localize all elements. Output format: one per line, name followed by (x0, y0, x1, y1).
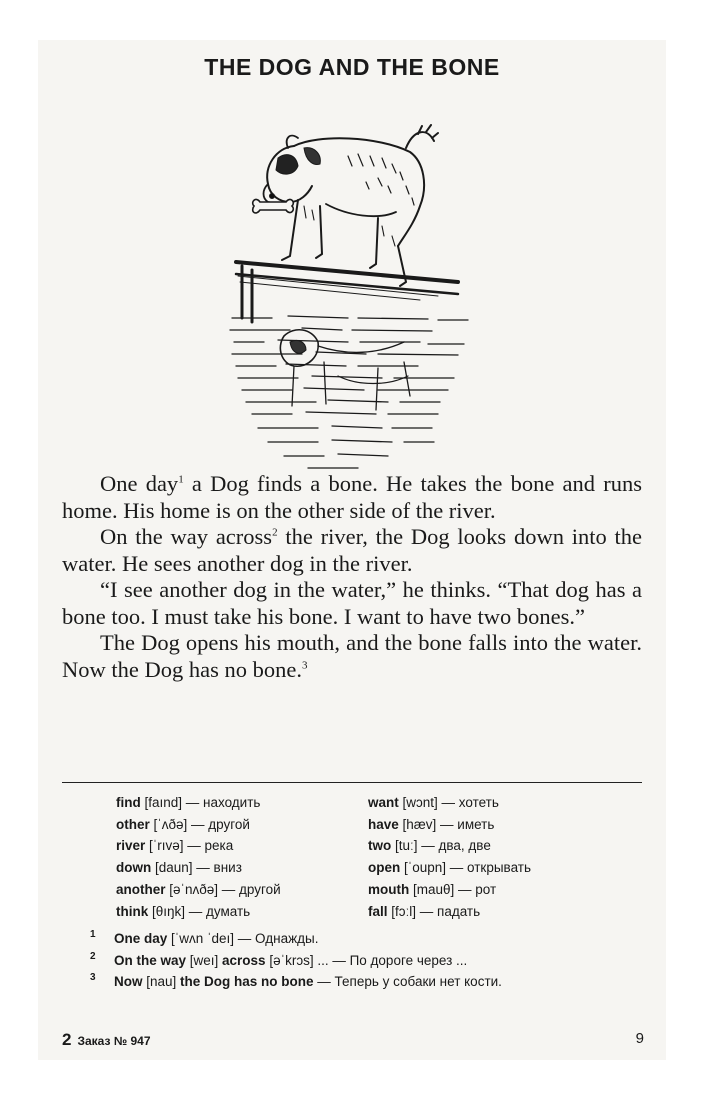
footnote-phrase: the Dog has no bone (180, 974, 314, 989)
vocab-entry (116, 835, 281, 857)
vocab-entry (368, 835, 531, 857)
vocabulary-left (116, 792, 281, 922)
footnote-number: 2 (90, 950, 96, 962)
footnote-phrase: Now (114, 974, 143, 989)
vocab-word: want (368, 795, 399, 810)
story-text-run: On the way across (100, 524, 273, 549)
vocab-entry (116, 792, 281, 814)
vocab-translation: [ˈrıvə] — река (145, 838, 234, 854)
story-text-run: “I see another dog in the water,” he thinks. “That dog has a bone too. I must take his bone. I want to have two bones.” (62, 577, 642, 629)
story-title: THE DOG AND THE BONE (204, 54, 500, 80)
footnote-phrase: across (222, 952, 266, 968)
story-text-run: One day (100, 471, 179, 496)
page-number: 9 (635, 1030, 644, 1047)
story-text-run: The Dog opens his mouth, and the bone falls into the water. Now the Dog has no bone. (62, 630, 642, 682)
vocab-translation: [əˈnʌðə] — другой (165, 881, 281, 897)
story-paragraph (62, 630, 642, 683)
vocab-word: another (116, 881, 166, 897)
vocab-entry (368, 901, 531, 923)
footnote-gloss: [nau] (142, 974, 181, 989)
footnote-gloss: [əˈkrɔs] ... — По дороге через ... (265, 952, 468, 968)
vocab-entry (368, 879, 531, 901)
vocab-word: two (368, 838, 392, 854)
vocabulary-right (368, 792, 531, 922)
vocab-translation: [faınd] — находить (140, 795, 261, 810)
story-text (62, 471, 642, 683)
vocab-word: mouth (368, 881, 410, 897)
vocab-entry (368, 792, 531, 814)
vocab-word: think (116, 903, 149, 919)
book-page (38, 40, 666, 1060)
vocab-word: open (368, 860, 401, 876)
story-paragraph (62, 524, 642, 577)
footnote-marker: 1 (178, 473, 184, 486)
footnote (90, 971, 650, 993)
footnote-number: 3 (90, 972, 96, 983)
signature-number: 2 (62, 1030, 72, 1049)
story-text-run: a Dog finds a bone. He takes the bone and runs home. His home is on the other side of the river. (62, 471, 642, 523)
footnote-gloss: [ˈwʌn ˈdeı] — Однажды. (167, 931, 319, 946)
footnotes (90, 928, 650, 993)
footnote-marker: 3 (301, 659, 308, 671)
vocab-word: other (116, 816, 150, 832)
order-number: Заказ № 947 (77, 1034, 151, 1048)
vocab-translation: [daun] — вниз (151, 860, 242, 876)
footnote-marker: 2 (272, 526, 278, 539)
vocab-translation: [θıŋk] — думать (148, 903, 251, 919)
vocab-translation: [wɔnt] — хотеть (398, 795, 499, 810)
vocab-word: river (116, 838, 146, 854)
vocab-entry (116, 857, 281, 879)
vocab-entry (116, 901, 281, 923)
vocab-entry (368, 814, 531, 836)
vocab-translation: [fɔːl] — падать (387, 903, 481, 919)
vocab-translation: [mauθ] — рот (409, 881, 497, 897)
vocab-entry (116, 814, 281, 836)
vocab-translation: [tuː] — два, две (391, 838, 491, 854)
vocab-translation: [ˈʌðə] — другой (149, 816, 250, 832)
vocab-translation: [hæv] — иметь (398, 816, 495, 832)
dog-illustration (228, 86, 478, 471)
footnote-phrase: On the way (114, 952, 187, 968)
footnote-gloss: — Теперь у собаки нет кости. (313, 974, 502, 989)
vocab-word: find (116, 795, 141, 810)
footnote-gloss: [weı] (186, 952, 223, 968)
vocab-entry (368, 857, 531, 879)
footnote-phrase: One day (114, 931, 168, 946)
vocab-translation: [ˈoupn] — открывать (400, 860, 531, 876)
story-text-run: the river, the Dog looks down into the water. He sees another dog in the river. (62, 524, 643, 576)
footnote (90, 950, 650, 972)
vocab-entry (116, 879, 281, 901)
footnote-number: 1 (90, 929, 96, 940)
printer-signature (62, 1030, 151, 1050)
vocab-word: fall (368, 903, 388, 919)
divider (62, 782, 642, 783)
story-paragraph (62, 471, 642, 524)
vocab-word: have (368, 816, 399, 832)
footnote (90, 928, 650, 950)
story-paragraph (62, 577, 642, 630)
vocab-word: down (116, 860, 152, 876)
